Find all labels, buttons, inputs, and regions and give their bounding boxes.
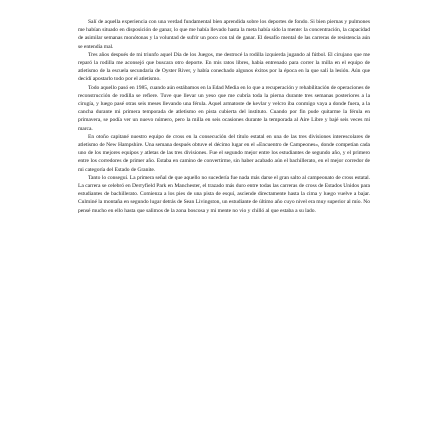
paragraph-3: Todo aquello pasó en 1985, cuando aún estábamos en la Edad Media en lo que a recuperación y rehabilitación de operaciones de reconstrucción de rodilla se refiere. Tuve que llevar un yeso que me cubría toda la pierna durante tres semanas posteriores a la cirugía, y luego pasé otras seis meses llevando una férula. Aquel armatoste de kevlar y velcro iba conmigo vaya a donde fuera, a la cancha durante mi primera temporada de atletismo en pista cubierta del instituto. Cuando por fin pude quitarme la férula en primavera, se podía ver un nuevo número, pero la milla en seis ocasiones durante la temporada al Aire Libre y bajé seis veces mi marca. bbox=[78, 84, 370, 132]
paragraph-5: Tanto lo conseguí. La primera señal de que aquello no sucedería fue nada más darse el gran salto al campeonato de cross estatal. La carrera se celebró en Derryfield Park en Manchester, el trazado más duro entre todas las carreras de cross de Estados Unidos para estudiantes de bachillerato. Comienza a los pies de una pista de esquí, asciende directamente hasta la cima y luego vuelve a bajar. Culminé la montaña en segundo lugar detrás de Sean Livingston, un estudiante de último año cuyo nivel era muy superior al mío. No pensé mucho en ello hasta que salimos de la zona boscosa y mi mente no vio y chilló al que estaba a su lado. bbox=[78, 174, 370, 214]
paragraph-1: Salí de aquella experiencia con una verdad fundamental bien aprendida sobre los deportes de fondo. Si bien piernas y pulmones me habían situado en disposición de ganar, lo que me había llevado hasta la meta había sido la mente: la concentración, la capacidad de asimilar semanas monótonas y la voluntad de sufrir un poco con tal de ganar. El desafío mental de las carreras de resistencia aún se entendía mal. bbox=[78, 19, 370, 50]
paragraph-4: En otoño capitané nuestro equipo de cross en la consecución del título estatal en una de las tres divisiones interescolares de atletismo de New Hampshire. Una semana después obtuve el décimo lugar en el «Encuentro de Campeones», donde competían cada uno de los mejores equipos y atletas de las tres divisiones. Fue el segundo mejor entre los estudiantes de segundo año, y el primero entre los corredores de primer año. Estaba en camino de convertirme, sin haber acabado aún el bachillerato, en el mejor corredor de mi categoría del Estado de Granite. bbox=[78, 133, 370, 173]
paragraph-2: Tres años después de mi triunfo aquel Día de los Juegos, me destrocé la rodilla izquierda jugando al fútbol. El cirujano que me reparó la rodilla me aconsejó que buscara otro deporte. En mis ratos libres, había entrenado para correr la milla en el equipo de atletismo de la escuela secundaria de Oyster River, y había conechado algunos éxitos por la época en la que salí la lesión. Aún que decidí apostarlo todo por el atletismo. bbox=[78, 51, 370, 83]
